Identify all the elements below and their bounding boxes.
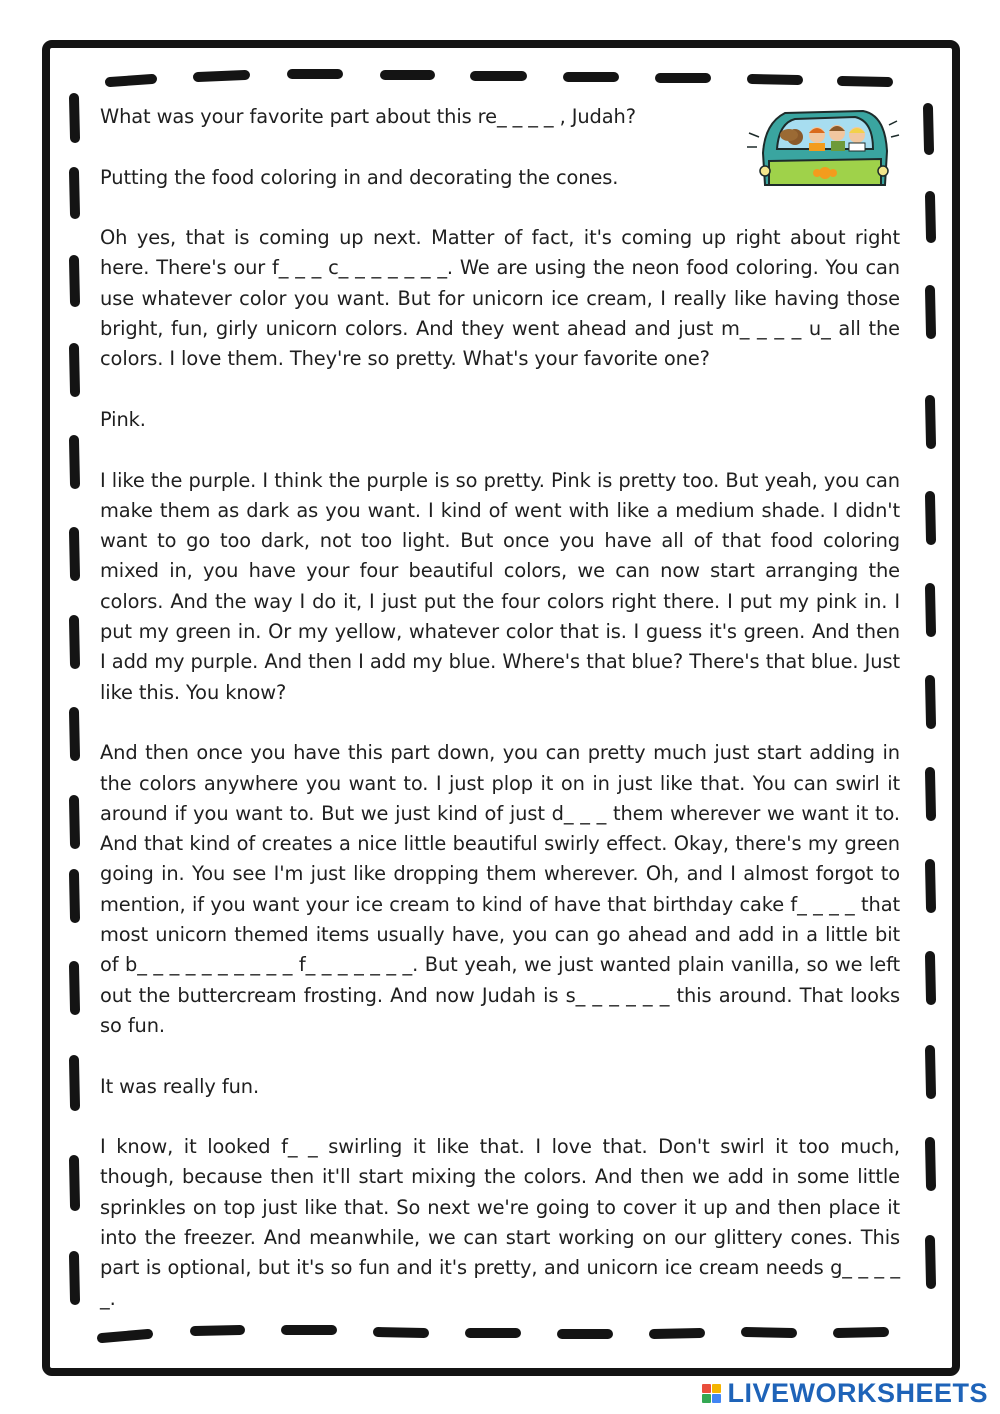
paragraph: What was your favorite part about this re_ _ _ _ , Judah? (100, 105, 636, 128)
paragraph: And then once you have this part down, you can pretty much just start adding in the colors anywhere you want to. I just plop it on in just like that. You can swirl it around if you want to. But we just kind of just d_ _ _ them wherever we want it to. And that kind of creates a nice little beautiful swirly effect. Okay, there's my green going in. You see I'm just like dropping them wherever. Oh, and I almost forgot to mention, if you want your ice cream to kind of have that birthday cake f_ _ _ _ that most unicorn themed items usually have, you can go ahead and add in a little bit of b_ _ _ _ _ _ _ _ _ _ f_ _ _ _ _ _ _. But yeah, we just wanted plain vanilla, so we left out the buttercream frosting. And now Judah is s_ _ _ _ _ _ this around. That looks so fun. (100, 741, 900, 1037)
worksheet-text (100, 102, 900, 1344)
logo-badge-icon (702, 1384, 721, 1403)
paragraph: Pink. (100, 407, 146, 431)
brand-name: LIVEWORKSHEETS (727, 1377, 988, 1408)
paragraph: I know, it looked f_ _ swirling it like that. I love that. Don't swirl it too much, though, because then it'll start mixing the colors. And then we add in some little sprinkles on top just like that. So next we're going to cover it up and then place it into the freezer. And meanwhile, we can start working on our glittery cones. This part is optional, but it's so fun and it's pretty, and unicorn ice cream needs g_ _ _ _ _. (100, 1135, 900, 1310)
paragraph: Putting the food coloring in and decorating the cones. (100, 165, 619, 189)
liveworksheets-logo (702, 1376, 988, 1410)
paragraph: It was really fun. (100, 1074, 260, 1098)
paragraph: I like the purple. I think the purple is so pretty. Pink is pretty too. But yeah, you can make them as dark as you want. I kind of went with like a medium shade. I didn't want to go too dark, not too light. But once you have all of that food coloring mixed in, you have your four beautiful colors, we can now start arranging the colors. And the way I do it, I just put the four colors right there. I put my pink in. I put my green in. Or my yellow, whatever color that is. I guess it's green. And then I add my purple. And then I add my blue. Where's that blue? There's that blue. Just like this. You know? (100, 468, 900, 704)
paragraph: Oh yes, that is coming up next. Matter of fact, it's coming up right about right here. There's our f_ _ _ c_ _ _ _ _ _ _. We are using the neon food coloring. You can use whatever color you want. But for unicorn ice cream, I really like having those bright, fun, girly unicorn colors. And they went ahead and just m_ _ _ _ u_ all the colors. I love them. They're so pretty. What's your favorite one? (100, 226, 900, 371)
